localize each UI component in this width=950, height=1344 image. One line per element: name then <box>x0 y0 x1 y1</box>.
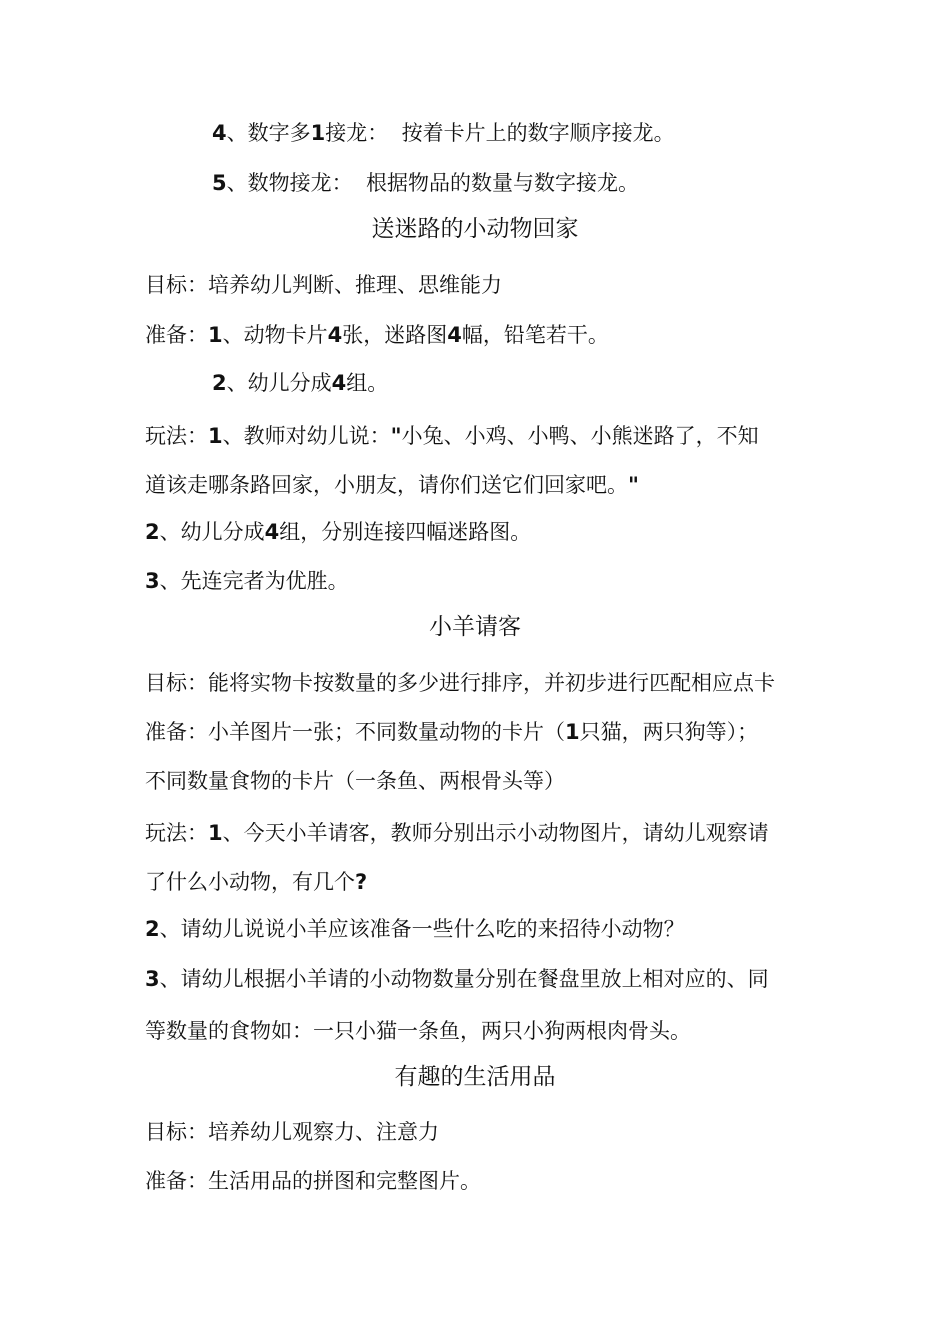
item-text: 、教师对幼儿说： <box>222 424 391 448</box>
quote-mark: " <box>628 473 639 497</box>
item-text: 、请幼儿说说小羊应该准备一些什么吃的来招待小动物？ <box>159 917 685 941</box>
play-line-1 <box>145 818 769 848</box>
item-text: 组，分别连接四幅迷路图。 <box>279 520 532 544</box>
item-number: 1 <box>208 821 223 845</box>
prep-line: 准备：生活用品的拼图和完整图片。 <box>145 1169 481 1193</box>
goal-line: 目标：培养幼儿观察力、注意力 <box>145 1120 439 1144</box>
item-text: 、动物卡片 <box>222 323 328 347</box>
section-title-daily-items: 有趣的生活用品 <box>394 1064 556 1090</box>
play-line-2 <box>145 914 685 944</box>
goal-line: 目标：培养幼儿判断、推理、思维能力 <box>145 273 502 297</box>
rule-5-line <box>212 168 639 198</box>
play-line-1-cont <box>145 867 367 897</box>
item-number: 1 <box>565 720 580 744</box>
item-text: 、幼儿分成 <box>159 520 265 544</box>
item-text: 、数字多 <box>226 121 311 145</box>
prep-line <box>145 717 758 747</box>
prep-line <box>145 320 609 350</box>
item-number: 3 <box>145 967 160 991</box>
item-number: 4 <box>331 371 347 395</box>
item-text: 组。 <box>346 371 389 395</box>
item-text: 、数物接龙： 根据物品的数量与数字接龙。 <box>226 171 639 195</box>
rule-4-line <box>212 118 675 148</box>
item-number: 4 <box>327 323 343 347</box>
question-mark: ? <box>355 870 368 894</box>
item-text: 接龙： 按着卡片上的数字顺序接龙。 <box>325 121 675 145</box>
play-line-1-cont <box>145 470 639 500</box>
play-line-3 <box>145 566 349 596</box>
play-line-2 <box>145 517 531 547</box>
item-text: 只猫，两只狗等）； <box>579 720 759 744</box>
item-number: 2 <box>212 371 227 395</box>
item-number: 1 <box>208 323 223 347</box>
item-text: 、先连完者为优胜。 <box>159 569 349 593</box>
item-number: 3 <box>145 569 160 593</box>
item-number: 5 <box>212 171 227 195</box>
item-text: 了什么小动物，有几个 <box>145 870 355 894</box>
section-title-sheep-hosts: 小羊请客 <box>429 614 521 640</box>
play-line-3 <box>145 964 769 994</box>
play-line-3-cont: 等数量的食物如：一只小猫一条鱼，两只小狗两根肉骨头。 <box>145 1019 691 1043</box>
label: 准备： <box>145 323 208 347</box>
item-number: 1 <box>208 424 223 448</box>
section-title-lost-animals: 送迷路的小动物回家 <box>371 216 579 242</box>
item-number: 2 <box>145 917 160 941</box>
item-number: 1 <box>310 121 326 145</box>
item-text: 、今天小羊请客，教师分别出示小动物图片，请幼儿观察请 <box>222 821 769 845</box>
item-text: 幅，铅笔若干。 <box>461 323 609 347</box>
play-line-1 <box>145 421 759 451</box>
goal-line: 目标：能将实物卡按数量的多少进行排序，并初步进行匹配相应点卡 <box>145 671 775 695</box>
label: 玩法： <box>145 821 208 845</box>
item-number: 4 <box>447 323 462 347</box>
item-number: 2 <box>145 520 160 544</box>
item-text: 、幼儿分成 <box>226 371 332 395</box>
item-text: 准备：小羊图片一张；不同数量动物的卡片（ <box>145 720 565 744</box>
prep-line-2 <box>212 368 388 398</box>
item-text: 、请幼儿根据小羊请的小动物数量分别在餐盘里放上相对应的、同 <box>159 967 769 991</box>
quote-mark: " <box>390 424 402 448</box>
item-number: 4 <box>264 520 280 544</box>
prep-line-cont: 不同数量食物的卡片（一条鱼、两根骨头等） <box>145 769 565 793</box>
item-text: 道该走哪条路回家，小朋友，请你们送它们回家吧。 <box>145 473 628 497</box>
item-text: 小兔、小鸡、小鸭、小熊迷路了，不知 <box>401 424 759 448</box>
item-number: 4 <box>212 121 227 145</box>
label: 玩法： <box>145 424 208 448</box>
item-text: 张，迷路图 <box>342 323 448 347</box>
